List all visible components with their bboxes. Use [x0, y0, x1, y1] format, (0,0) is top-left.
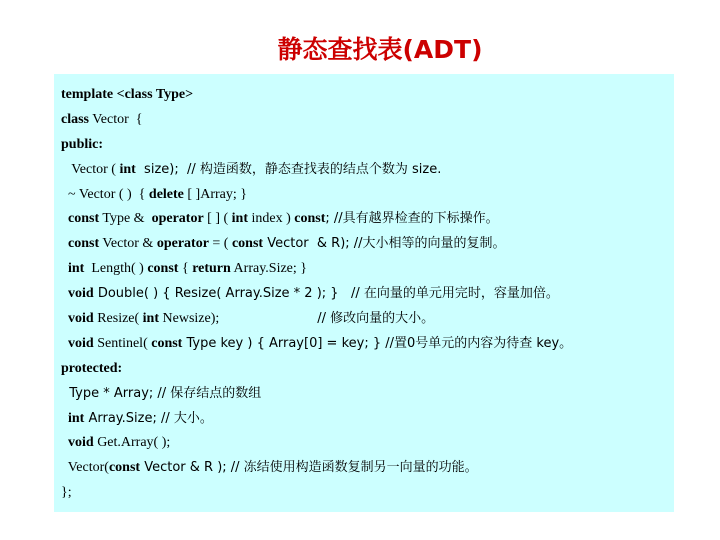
size-rest: Array.Size; // 大小。 — [84, 410, 213, 426]
slide-title: 静态查找表(ADT) — [277, 35, 483, 64]
array-decl: Type * Array; // 保存结点的数组 — [61, 385, 262, 401]
code-fragment: Type & — [99, 211, 152, 227]
keyword-const: const — [68, 211, 100, 227]
code-line-destructor — [61, 183, 674, 208]
keyword-int: int — [68, 410, 85, 426]
keyword-protected: protected: — [61, 360, 123, 376]
code-line-class — [61, 108, 674, 133]
subscript-comment: ; //具有越界检查的下标操作。 — [325, 211, 499, 227]
code-line-double — [61, 282, 674, 307]
code-fragment: Resize( — [93, 311, 143, 327]
keyword-int: int — [68, 261, 85, 277]
code-fragment: Length( ) — [84, 261, 148, 277]
keyword-const: const — [151, 335, 183, 351]
code-fragment: Array.Size; } — [230, 261, 307, 277]
destructor-rest: [ ]Array; } — [183, 186, 247, 202]
closing-brace: }; — [61, 485, 72, 501]
keyword-const: const — [108, 460, 141, 476]
double-rest: Double( ) { Resize( Array.Size * 2 ); } // 在向量的单元用完时，容量加倍。 — [93, 286, 559, 302]
code-fragment: Sentinel( — [93, 335, 152, 351]
keyword-void: void — [68, 311, 94, 327]
keyword-operator: operator — [156, 236, 209, 252]
code-block — [54, 74, 674, 512]
copy-rest: Vector & R ); // 冻结使用构造函数复制另一向量的功能。 — [140, 460, 478, 476]
keyword-operator: operator — [151, 211, 204, 227]
code-line-copy-constructor — [61, 456, 674, 481]
code-line-array — [61, 382, 674, 407]
template-declaration: template <class Type> — [61, 87, 194, 102]
code-fragment: Vector & — [99, 236, 157, 252]
code-fragment: = ( — [208, 236, 232, 252]
sentinel-rest: Type key ) { Array[0] = key; } //置0号单元的内容为待查 key。 — [182, 335, 573, 351]
code-line-protected — [61, 357, 674, 382]
keyword-public: public: — [61, 136, 104, 152]
code-line-getarray — [61, 431, 674, 456]
keyword-delete: delete — [148, 186, 184, 202]
code-fragment: { — [178, 261, 193, 277]
code-line-size — [61, 407, 674, 432]
keyword-int: int — [231, 211, 248, 227]
code-line-assign-operator — [61, 232, 674, 257]
code-line-public — [61, 133, 674, 158]
keyword-void: void — [68, 335, 94, 351]
keyword-void: void — [68, 435, 94, 451]
constructor-start: Vector ( — [61, 161, 120, 177]
code-line-template — [61, 83, 674, 108]
keyword-const: const — [68, 236, 100, 252]
code-fragment: Newsize); — [159, 311, 220, 327]
keyword-const: const — [294, 211, 326, 227]
code-fragment: [ ] ( — [203, 211, 232, 227]
code-fragment: index ) — [248, 211, 295, 227]
keyword-void: void — [68, 286, 94, 302]
constructor-rest: size); // 构造函数，静态查找表的结点个数为 size. — [135, 161, 442, 177]
keyword-return: return — [192, 261, 231, 277]
code-line-length — [61, 257, 674, 282]
resize-comment: // 修改向量的大小。 — [317, 311, 435, 327]
code-line-constructor — [61, 158, 674, 183]
code-line-subscript-operator — [61, 207, 674, 232]
copy-start: Vector( — [61, 460, 109, 476]
class-name: Vector { — [89, 111, 143, 127]
code-line-close — [61, 481, 674, 506]
keyword-class: class — [61, 111, 89, 127]
destructor-start: ~ Vector ( ) { — [61, 186, 149, 202]
keyword-const: const — [231, 236, 264, 252]
code-line-resize — [61, 307, 674, 332]
keyword-int: int — [142, 311, 160, 327]
code-fragment: Get.Array( ); — [93, 435, 171, 451]
keyword-int: int — [119, 161, 136, 177]
assign-comment: Vector & R); //大小相等的向量的复制。 — [263, 236, 506, 252]
keyword-const: const — [147, 261, 179, 277]
code-line-sentinel — [61, 332, 674, 357]
